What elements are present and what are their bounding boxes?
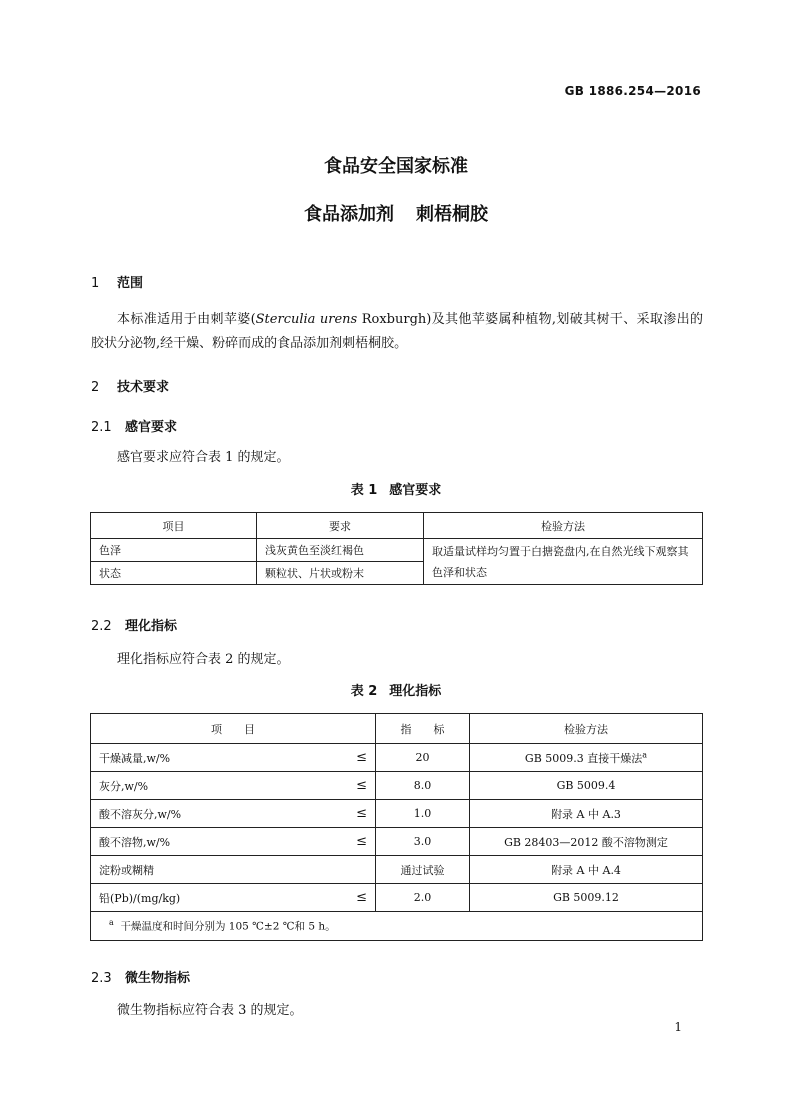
item-label: 淀粉或糊精 [99, 863, 154, 877]
section-2-1-heading [91, 416, 177, 435]
caption-title: 感官要求 [389, 483, 442, 498]
item-label: 干燥减量,w/% [99, 751, 171, 765]
header-method: 检验方法 [424, 513, 703, 539]
latin-name: Sterculia urens [255, 312, 358, 327]
cell-value: 1.0 [376, 800, 470, 828]
standard-code: GB 1886.254—2016 [564, 84, 701, 98]
le-symbol: ≤ [356, 777, 367, 793]
table-header-row [91, 714, 703, 744]
section-number: 2 [91, 380, 100, 395]
section-2-2-text: 理化指标应符合表 2 的规定。 [117, 652, 290, 667]
header-item: 项 目 [91, 714, 376, 744]
caption-title: 理化指标 [389, 684, 442, 699]
item-label: 铅(Pb)/(mg/kg) [99, 891, 181, 905]
cell-method: 附录 A 中 A.3 [470, 800, 703, 828]
section-1-paragraph [91, 308, 703, 356]
cell-item [91, 800, 376, 828]
cell-method: 附录 A 中 A.4 [470, 856, 703, 884]
cell-method: GB 5009.12 [470, 884, 703, 912]
item-label: 酸不溶灰分,w/% [99, 807, 182, 821]
table-row [91, 884, 703, 912]
cell-requirement: 颗粒状、片状或粉末 [257, 562, 424, 585]
table-row [91, 772, 703, 800]
table-2-caption [0, 680, 792, 699]
table-row [91, 744, 703, 772]
item-label: 酸不溶物,w/% [99, 835, 171, 849]
table-row [91, 539, 703, 562]
section-title: 感官要求 [125, 420, 178, 435]
cell-value: 通过试验 [376, 856, 470, 884]
scope-text-end: Roxburgh)及其他苹婆属种植物,划破其树干、采取渗出的胶状分泌物,经干燥、粉碎而成的食品添加剂刺梧桐胶。 [91, 312, 703, 351]
cell-value: 2.0 [376, 884, 470, 912]
section-title: 范围 [117, 276, 144, 291]
footnote-marker: a [109, 918, 114, 928]
section-2-3-heading [91, 967, 190, 986]
method-text: GB 5009.3 直接干燥法 [524, 751, 643, 765]
section-number: 2.1 [91, 420, 112, 435]
cell-item [91, 744, 376, 772]
le-symbol: ≤ [356, 749, 367, 765]
caption-number: 表 1 [350, 483, 378, 498]
le-symbol: ≤ [356, 805, 367, 821]
table-row [91, 828, 703, 856]
table-note-row [91, 912, 703, 941]
table-row [91, 800, 703, 828]
header-method: 检验方法 [470, 714, 703, 744]
cell-method: GB 5009.4 [470, 772, 703, 800]
subtitle-part1: 食品添加剂 [304, 204, 394, 225]
table-row [91, 856, 703, 884]
le-symbol: ≤ [356, 889, 367, 905]
page-number: 1 [674, 1020, 682, 1034]
sensory-requirements-table [90, 512, 703, 585]
document-title: 食品安全国家标准 [324, 156, 468, 177]
cell-item: 状态 [91, 562, 257, 585]
table-footnote [91, 912, 703, 941]
section-title: 技术要求 [117, 380, 170, 395]
footnote-text: 干燥温度和时间分别为 105 ℃±2 ℃和 5 h。 [120, 920, 336, 933]
le-symbol: ≤ [356, 833, 367, 849]
cell-value: 3.0 [376, 828, 470, 856]
section-2-1-text: 感官要求应符合表 1 的规定。 [117, 450, 290, 465]
scope-text-start: 本标准适用于由刺苹婆( [117, 312, 256, 327]
cell-method: GB 28403—2012 酸不溶物测定 [470, 828, 703, 856]
footnote-marker: a [642, 749, 648, 759]
section-2-3-text: 微生物指标应符合表 3 的规定。 [117, 1003, 303, 1018]
cell-item [91, 884, 376, 912]
table-1-caption [0, 479, 792, 498]
caption-number: 表 2 [350, 684, 378, 699]
cell-method: 取适量试样均匀置于白搪瓷盘内,在自然光线下观察其色泽和状态 [424, 539, 703, 585]
section-title: 理化指标 [125, 619, 178, 634]
section-number: 2.3 [91, 971, 112, 986]
section-1-heading [91, 272, 143, 291]
physicochemical-table [90, 713, 703, 941]
header-limit: 指 标 [376, 714, 470, 744]
header-item: 项目 [91, 513, 257, 539]
cell-value: 20 [376, 744, 470, 772]
item-label: 灰分,w/% [99, 779, 149, 793]
cell-item [91, 772, 376, 800]
cell-item: 色泽 [91, 539, 257, 562]
table-header-row [91, 513, 703, 539]
section-number: 1 [91, 276, 100, 291]
document-subtitle [0, 200, 792, 226]
header-requirement: 要求 [257, 513, 424, 539]
subtitle-part2: 刺梧桐胶 [416, 204, 488, 225]
cell-value: 8.0 [376, 772, 470, 800]
cell-method [470, 744, 703, 772]
section-2-heading [91, 376, 169, 395]
cell-requirement: 浅灰黄色至淡红褐色 [257, 539, 424, 562]
section-2-2-heading [91, 615, 177, 634]
cell-item [91, 828, 376, 856]
cell-item [91, 856, 376, 884]
section-number: 2.2 [91, 619, 112, 634]
section-title: 微生物指标 [125, 971, 191, 986]
